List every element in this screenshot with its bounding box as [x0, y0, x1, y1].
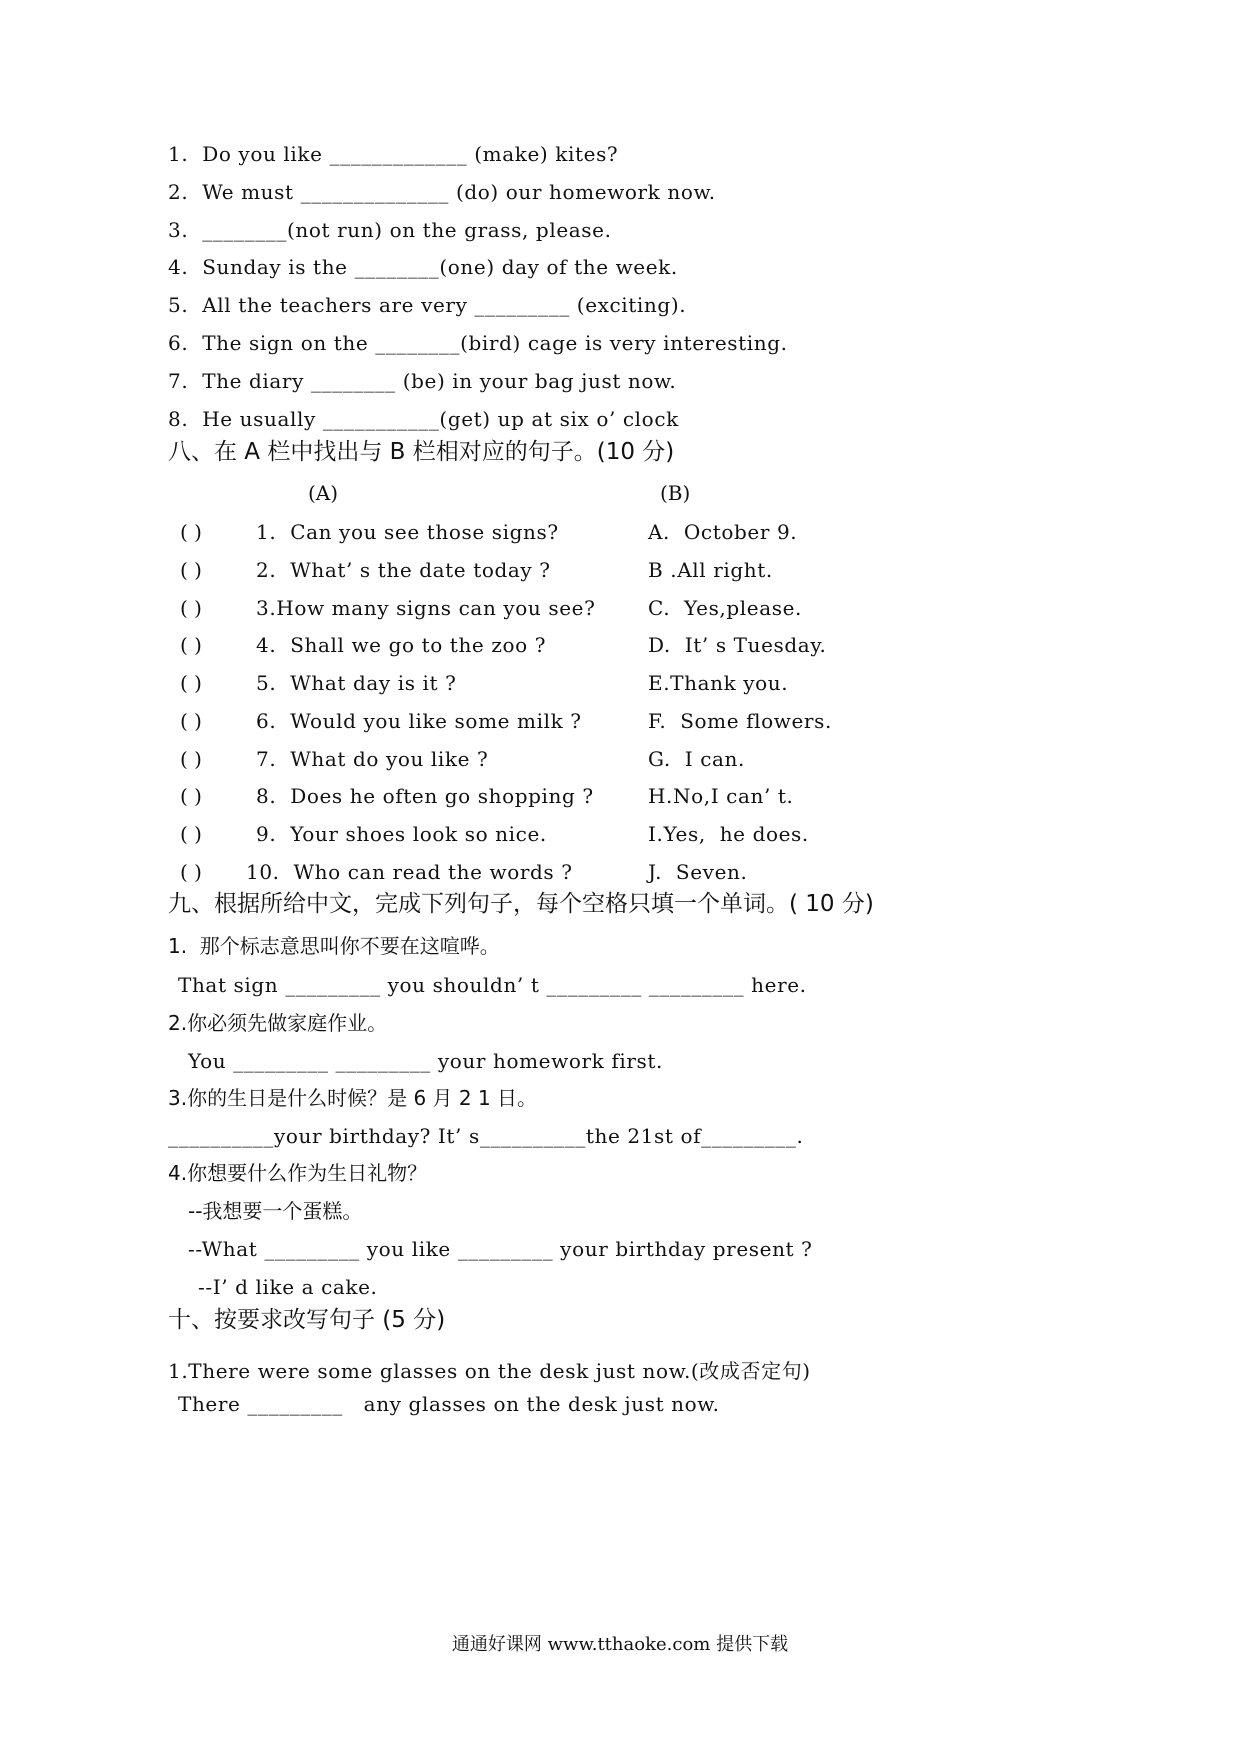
- q4-english-answer: --I’ d like a cake.: [198, 1275, 378, 1299]
- question-a: 4. Shall we go to the zoo ?: [256, 633, 547, 657]
- answer-b: B .All right.: [648, 558, 773, 582]
- question-a: 1. Can you see those signs?: [256, 520, 559, 544]
- answer-blank[interactable]: ( ): [180, 860, 202, 884]
- answer-blank[interactable]: ( ): [180, 747, 202, 771]
- answer-b: E.Thank you.: [648, 671, 789, 695]
- section7-item-4: 4. Sunday is the ________(one) day of the week.: [168, 255, 678, 279]
- page-footer: 通通好课网 www.tthaoke.com 提供下载: [451, 1634, 789, 1655]
- answer-b: D. It’ s Tuesday.: [648, 633, 827, 657]
- question-a: 9. Your shoes look so nice.: [256, 822, 547, 846]
- q4-english: --What _________ you like _________ your birthday present ?: [188, 1237, 813, 1261]
- section10-q1-answer: There _________ any glasses on the desk just now.: [178, 1392, 720, 1416]
- answer-b: I.Yes, he does.: [648, 822, 809, 846]
- answer-blank[interactable]: ( ): [180, 671, 202, 695]
- answer-b: C. Yes,please.: [648, 596, 802, 620]
- section7-item-1: 1. Do you like _____________ (make) kites?: [168, 142, 619, 166]
- section7-item-8: 8. He usually ___________(get) up at six o’ clock: [168, 407, 679, 431]
- section8-title: 八、在 A 栏中找出与 B 栏相对应的句子。(10 分): [168, 439, 675, 465]
- answer-b: F. Some flowers.: [648, 709, 832, 733]
- column-b-header: (B): [660, 481, 691, 505]
- q4-chinese-answer: --我想要一个蛋糕。: [188, 1199, 363, 1223]
- answer-blank[interactable]: ( ): [180, 596, 202, 620]
- answer-blank[interactable]: ( ): [180, 633, 202, 657]
- section10-title: 十、按要求改写句子 (5 分): [168, 1307, 446, 1333]
- answer-blank[interactable]: ( ): [180, 784, 202, 808]
- question-a: 5. What day is it ?: [256, 671, 457, 695]
- section7-item-5: 5. All the teachers are very _________ (exciting).: [168, 293, 687, 317]
- q3-english: __________your birthday? It’ s__________the 21st of_________.: [168, 1124, 804, 1148]
- answer-blank[interactable]: ( ): [180, 709, 202, 733]
- answer-blank[interactable]: ( ): [180, 558, 202, 582]
- answer-b: J. Seven.: [648, 860, 748, 884]
- section7-item-3: 3. ________(not run) on the grass, please.: [168, 218, 612, 242]
- question-a: 7. What do you like ?: [256, 747, 489, 771]
- answer-b: G. I can.: [648, 747, 745, 771]
- question-a: 2. What’ s the date today ?: [256, 558, 551, 582]
- section7-item-7: 7. The diary ________ (be) in your bag just now.: [168, 369, 677, 393]
- section7-item-6: 6. The sign on the ________(bird) cage is very interesting.: [168, 331, 788, 355]
- answer-b: H.No,I can’ t.: [648, 784, 794, 808]
- section7-item-2: 2. We must ______________ (do) our homework now.: [168, 180, 716, 204]
- q4-chinese: 4.你想要什么作为生日礼物？: [168, 1161, 428, 1185]
- q1-english: That sign _________ you shouldn’ t _________ _________ here.: [178, 973, 807, 997]
- question-a: 3.How many signs can you see?: [256, 596, 596, 620]
- section10-q1: 1.There were some glasses on the desk just now.(改成否定句): [168, 1359, 811, 1383]
- q2-english: You _________ _________ your homework first.: [188, 1049, 663, 1073]
- answer-b: A. October 9.: [648, 520, 798, 544]
- column-a-header: (A): [308, 481, 339, 505]
- q3-chinese: 3.你的生日是什么时候？是 6 月 2 1 日。: [168, 1086, 538, 1110]
- q2-chinese: 2.你必须先做家庭作业。: [168, 1011, 388, 1035]
- question-a: 10. Who can read the words ?: [246, 860, 573, 884]
- question-a: 6. Would you like some milk ?: [256, 709, 582, 733]
- section9-title: 九、根据所给中文，完成下列句子，每个空格只填一个单词。( 10 分): [168, 891, 874, 917]
- q1-chinese: 1. 那个标志意思叫你不要在这喧哗。: [168, 934, 500, 958]
- question-a: 8. Does he often go shopping ?: [256, 784, 594, 808]
- answer-blank[interactable]: ( ): [180, 822, 202, 846]
- answer-blank[interactable]: ( ): [180, 520, 202, 544]
